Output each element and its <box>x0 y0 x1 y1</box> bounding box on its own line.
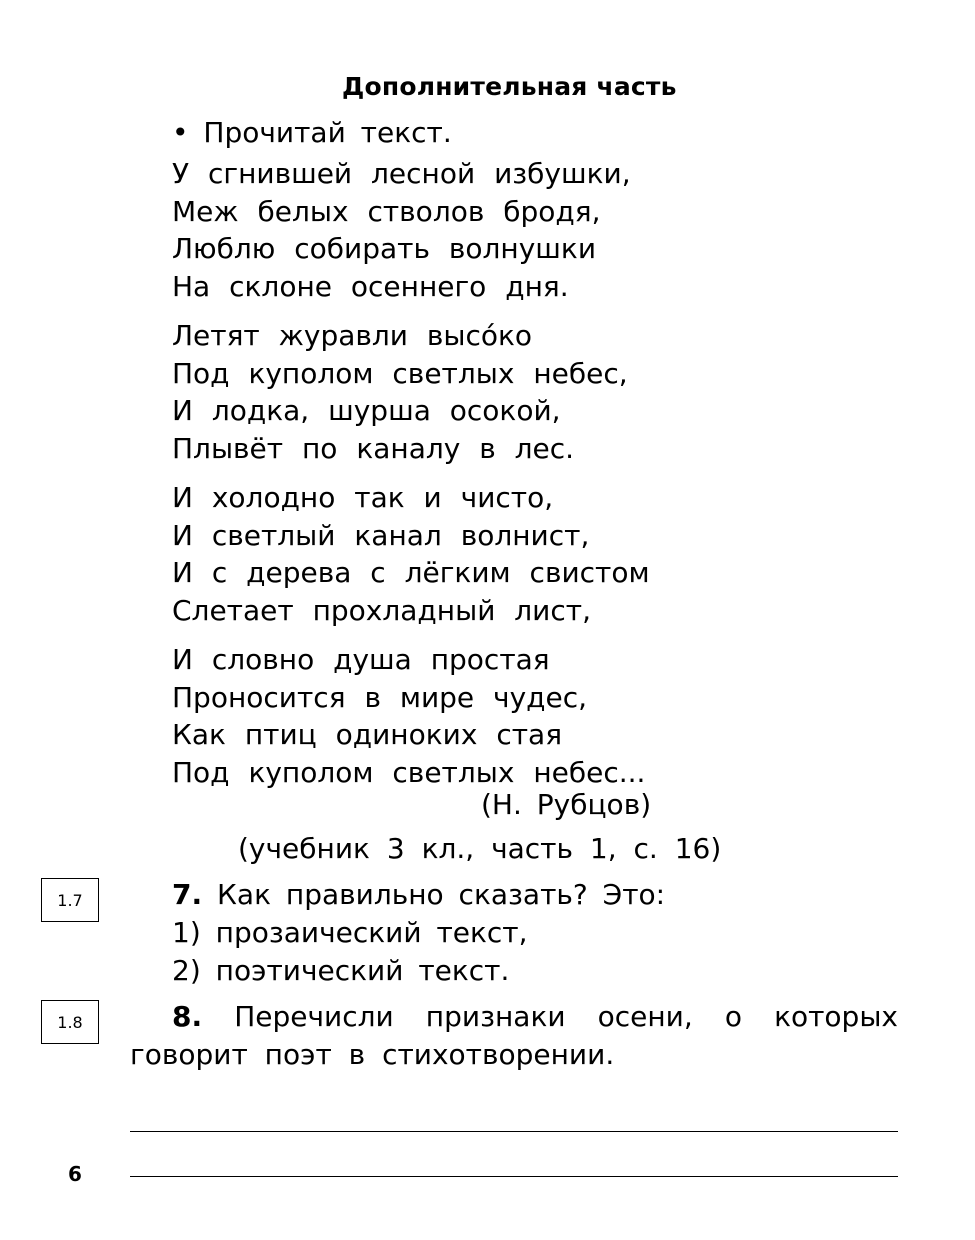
question-7-text: Как правильно сказать? Это: <box>217 878 666 911</box>
question-7-option-1[interactable]: 1) прозаический текст, <box>172 916 528 949</box>
poem-line: На склоне осеннего дня. <box>172 269 569 303</box>
poem-stanza-1 <box>172 155 650 305</box>
poem-line: И холодно так и чисто, <box>172 481 554 514</box>
question-8-number: 8. <box>172 1000 203 1033</box>
question-8-text-1: Перечисли признаки осени, о которых <box>234 1000 899 1033</box>
question-7-number: 7. <box>172 878 203 911</box>
question-8-line-1 <box>172 1000 898 1033</box>
question-8-line-2: говорит поэт в стихотворении. <box>130 1038 615 1071</box>
poem-line: Проносится в мире чудес, <box>172 680 588 714</box>
poem-line: Как птиц одиноких стая <box>172 718 563 751</box>
skill-code-box-1-7: 1.7 <box>41 878 99 922</box>
poem-source: (учебник 3 кл., часть 1, с. 16) <box>238 832 722 865</box>
poem-stanza-2 <box>172 317 650 467</box>
read-instruction: • Прочитай текст. <box>172 116 452 149</box>
poem-author: (Н. Рубцов) <box>481 788 652 821</box>
poem-line: Меж белых стволов бродя, <box>172 194 601 228</box>
poem-stanza-3 <box>172 479 650 629</box>
question-7-option-2[interactable]: 2) поэтический текст. <box>172 954 510 987</box>
page-number: 6 <box>68 1162 82 1186</box>
answer-line-2[interactable] <box>130 1176 898 1177</box>
poem-line: Под куполом светлых небес, <box>172 356 628 390</box>
poem-line: Слетает прохладный лист, <box>172 593 591 627</box>
poem-line: Плывёт по каналу в лес. <box>172 431 575 465</box>
poem-line: Под куполом светлых небес... <box>172 755 646 789</box>
skill-code-box-1-8: 1.8 <box>41 1000 99 1044</box>
section-title: Дополнительная часть <box>342 72 677 101</box>
answer-line-1[interactable] <box>130 1131 898 1132</box>
poem-line: И светлый канал волнист, <box>172 518 590 552</box>
poem-line: У сгнившей лесной избушки, <box>172 157 631 190</box>
poem-line: И лодка, шурша осокой, <box>172 394 561 427</box>
poem <box>172 155 650 803</box>
poem-line: И словно душа простая <box>172 643 550 676</box>
question-7 <box>172 878 665 911</box>
poem-line: И с дерева с лёгким свистом <box>172 556 650 589</box>
poem-line: Летят журавли высóко <box>172 319 533 352</box>
poem-line: Люблю собирать волнушки <box>172 232 597 265</box>
poem-stanza-4 <box>172 641 650 791</box>
